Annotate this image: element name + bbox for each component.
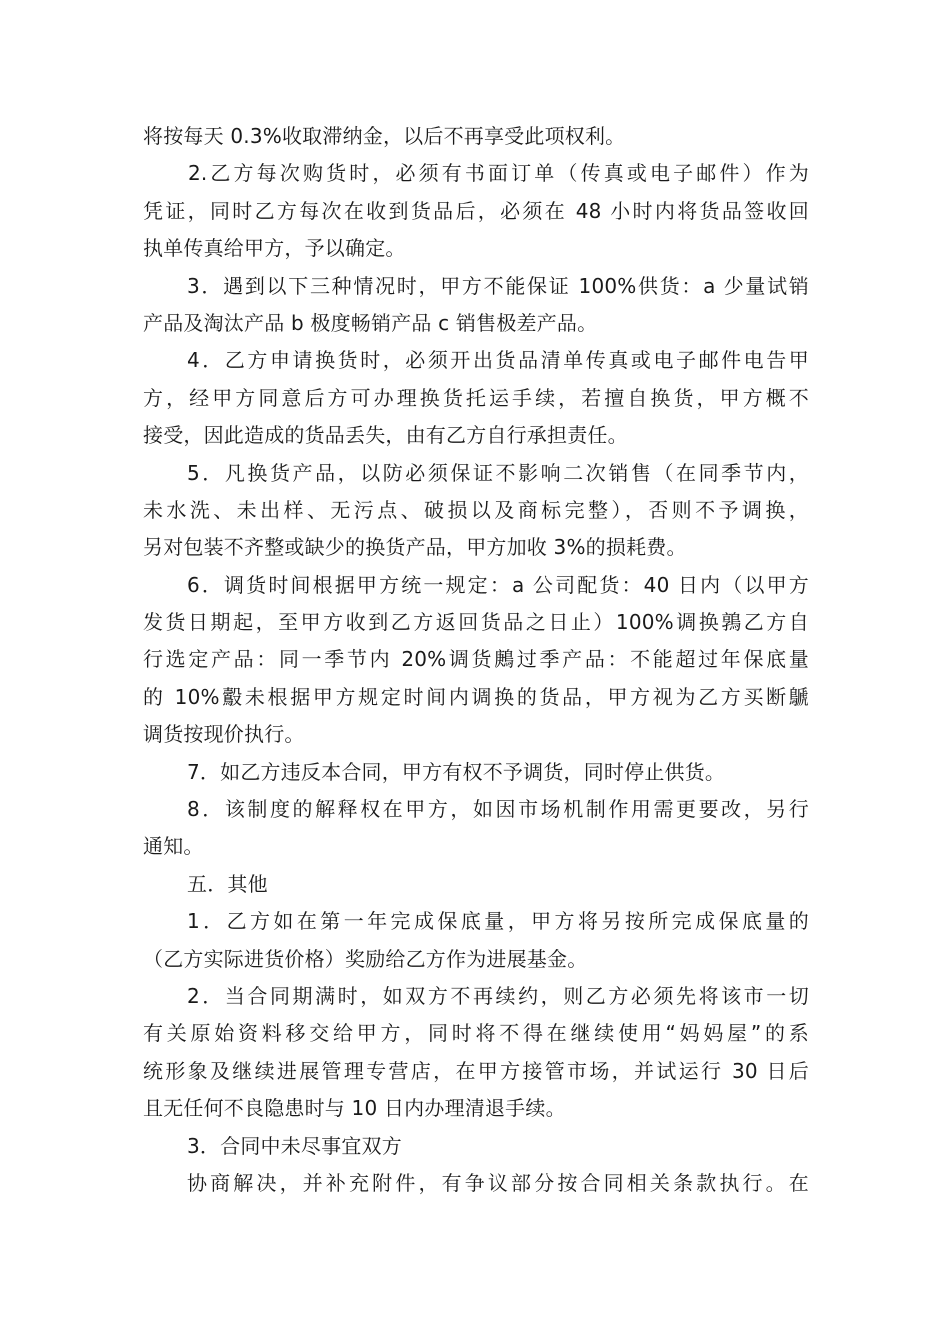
text-line: 行选定产品：同一季节内 20%调货鶊过季产品：不能超过年保底量 (143, 647, 809, 672)
text-line: 将按每天 0.3%收取滞纳金，以后不再享受此项权利。 (143, 124, 626, 148)
text-line: 且无任何不良隐患时与 10 日内办理清退手续。 (143, 1096, 566, 1121)
other-clause-1-line: 1．乙方如在第一年完成保底量，甲方将另按所完成保底量的 (187, 909, 809, 934)
clause-6-line: 6．调货时间根据甲方统一规定：a 公司配货：40 日内（以甲方 (187, 572, 809, 597)
text-line: 产品及淘汰产品 b 极度畅销产品 c 销售极差产品。 (143, 310, 598, 335)
clause-4-line: 4．乙方申请换货时，必须开出货品清单传真或电子邮件电告甲 (187, 348, 809, 373)
text-line: 协商解决，并补充附件，有争议部分按合同相关条款执行。在 (187, 1170, 809, 1195)
section-heading: 五．其他 (187, 871, 268, 896)
text-line: 方，经甲方同意后方可办理换货托运手续，若擅自换货，甲方概不 (143, 385, 809, 410)
clause-3-line: 3．遇到以下三种情况时，甲方不能保证 100%供货：a 少量试销 (187, 273, 809, 298)
other-clause-3-line: 3．合同中未尽事宜双方 (187, 1133, 402, 1158)
text-line: （乙方实际进货价格）奖励给乙方作为进展基金。 (143, 946, 588, 971)
text-line: 通知。 (143, 834, 204, 859)
text-line: 统形象及继续进展管理专营店，在甲方接管市场，并试运行 30 日后 (143, 1058, 809, 1083)
clause-8-line: 8．该制度的解释权在甲方，如因市场机制作用需更要改，另行 (187, 797, 809, 822)
clause-2-line: 2.乙方每次购货时，必须有书面订单（传真或电子邮件）作为 (188, 161, 809, 186)
other-clause-2-line: 2．当合同期满时，如双方不再续约，则乙方必须先将该市一切 (187, 983, 809, 1008)
document-body (143, 118, 809, 1202)
text-line: 有关原始资料移交给甲方，同时将不得在继续使用“妈妈屋”的系 (143, 1021, 809, 1046)
clause-5-line: 5．凡换货产品，以防必须保证不影响二次销售（在同季节内， (187, 460, 809, 485)
text-line: 的 10%鷇未根据甲方规定时间内调换的货品，甲方视为乙方买断鷈 (143, 684, 809, 709)
text-line: 接受，因此造成的货品丢失，由有乙方自行承担责任。 (143, 423, 628, 448)
text-line: 另对包装不齐整或缺少的换货产品，甲方加收 3%的损耗费。 (143, 535, 687, 560)
text-line: 调货按现价执行。 (143, 722, 305, 747)
text-line: 凭证，同时乙方每次在收到货品后，必须在 48 小时内将货品签收回 (143, 198, 809, 223)
text-line: 执单传真给甲方，予以确定。 (143, 236, 406, 261)
text-line: 发货日期起，至甲方收到乙方返回货品之日止）100%调换鶉乙方自 (143, 610, 809, 635)
text-line: 未水洗、未出样、无污点、破损以及商标完整），否则不予调换， (143, 497, 809, 522)
clause-7-line: 7．如乙方违反本合同，甲方有权不予调货，同时停止供货。 (187, 759, 726, 784)
